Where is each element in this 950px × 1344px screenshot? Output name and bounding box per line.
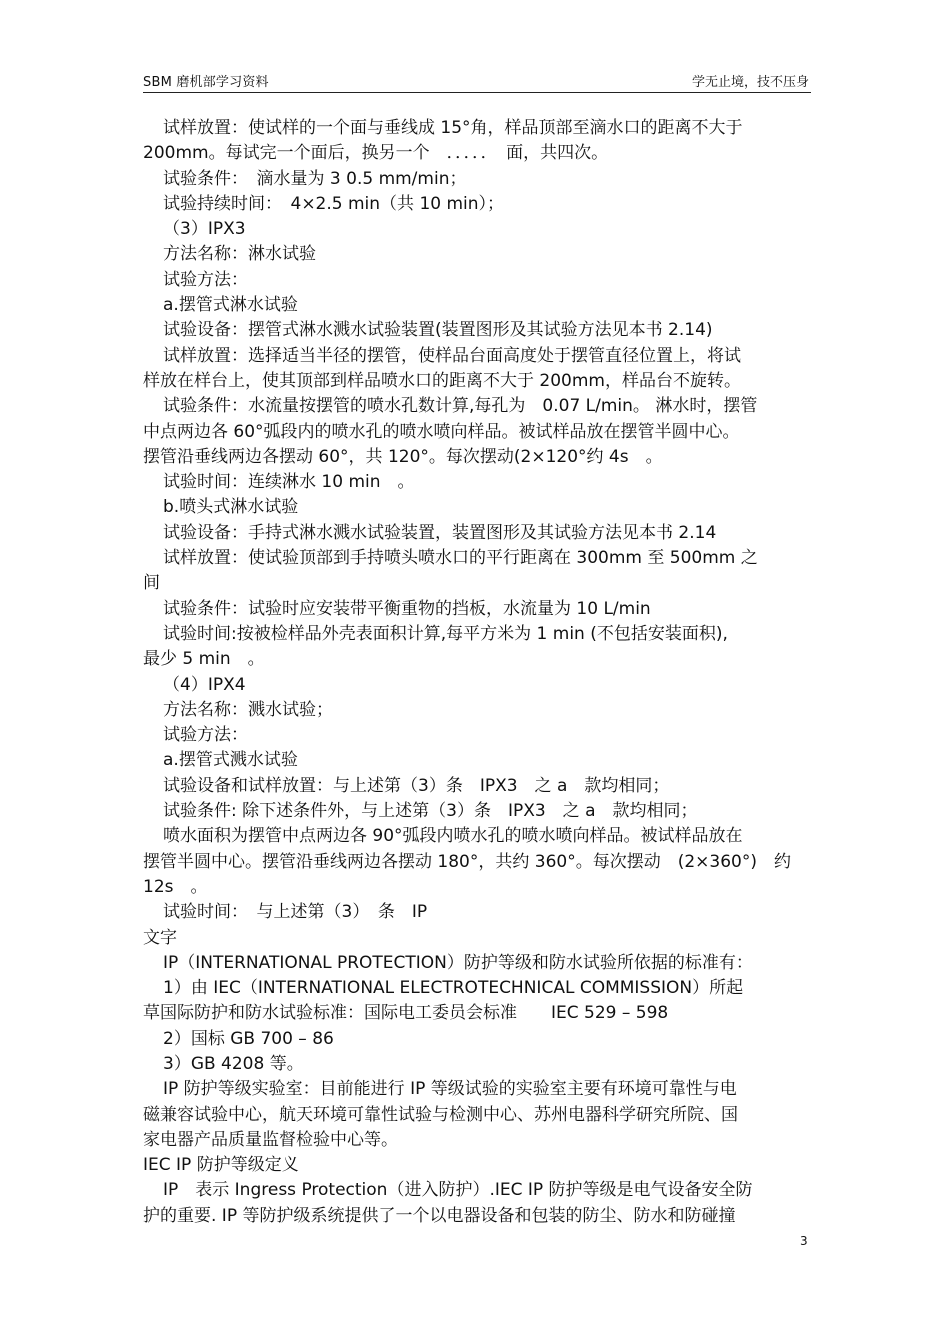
- body-line: 试验时间：连续淋水 10 min 。: [163, 472, 415, 493]
- header-left-text: SBM 磨机部学习资料: [143, 75, 269, 90]
- body-line: 方法名称：溅水试验；: [163, 699, 333, 720]
- body-line: 最少 5 min 。: [143, 649, 265, 670]
- body-line: IP 防护等级实验室：目前能进行 IP 等级试验的实验室主要有环境可靠性与电: [163, 1079, 737, 1100]
- body-line: 中点两边各 60°弧段内的喷水孔的喷水喷向样品。被试样品放在摆管半圆中心。: [143, 421, 740, 442]
- body-line: 试验条件： 滴水量为 3 0.5 mm/min；: [163, 168, 467, 189]
- header-right-text: 学无止境，技不压身: [691, 75, 809, 90]
- body-line: 磁兼容试验中心，航天环境可靠性试验与检测中心、苏州电器科学研究所院、国: [143, 1104, 738, 1125]
- body-line: 试验方法：: [163, 725, 248, 746]
- body-line: 2）国标 GB 700 – 86: [163, 1028, 334, 1049]
- body-line: 试验时间： 与上述第（3） 条 IP: [163, 902, 428, 923]
- page-number: 3: [800, 1234, 808, 1248]
- body-line: 试验设备：摆管式淋水溅水试验装置(装置图形及其试验方法见本书 2.14): [163, 320, 713, 341]
- body-line: 试样放置：使试样的一个面与垂线成 15°角，样品顶部至滴水口的距离不大于: [163, 118, 743, 138]
- body-line: 试样放置：使试验顶部到手持喷头喷水口的平行距离在 300mm 至 500mm 之: [163, 548, 758, 569]
- body-line: 试验条件: 除下述条件外，与上述第（3）条 IPX3 之 a 款均相同；: [163, 801, 698, 822]
- body-line: 试验持续时间： 4×2.5 min（共 10 min）；: [163, 193, 505, 214]
- body-line: 试验条件：水流量按摆管的喷水孔数计算,每孔为 0.07 L/min。 淋水时，摆管: [163, 396, 758, 417]
- body-line: 试验方法：: [163, 269, 248, 290]
- section-heading: IEC IP 防护等级定义: [143, 1155, 299, 1176]
- body-line: 3）GB 4208 等。: [163, 1053, 304, 1074]
- body-line: 草国际防护和防水试验标准：国际电工委员会标准 IEC 529 – 598: [143, 1003, 669, 1024]
- document-body: [143, 116, 815, 1229]
- body-line: 12s 。: [143, 876, 208, 897]
- body-line: a.摆管式淋水试验: [163, 295, 298, 316]
- body-line: 试验设备：手持式淋水溅水试验装置，装置图形及其试验方法见本书 2.14: [163, 522, 717, 543]
- body-line: （3）IPX3: [163, 219, 246, 240]
- body-line: 样放在样台上，使其顶部到样品喷水口的距离不大于 200mm，样品台不旋转。: [143, 370, 741, 391]
- body-line: 试验时间:按被检样品外壳表面积计算,每平方米为 1 min (不包括安装面积),: [163, 623, 728, 644]
- body-line: 家电器产品质量监督检验中心等。: [143, 1129, 398, 1150]
- body-line: 间: [143, 573, 160, 594]
- body-line: 试验条件：试验时应安装带平衡重物的挡板，水流量为 10 L/min: [163, 598, 651, 619]
- body-line: （4）IPX4: [163, 674, 246, 695]
- page-header: [143, 68, 811, 93]
- body-line: 摆管沿垂线两边各摆动 60°，共 120°。每次摆动(2×120°约 4s 。: [143, 446, 663, 467]
- body-line: b.喷头式淋水试验: [163, 497, 299, 518]
- body-line: 试验设备和试样放置：与上述第（3）条 IPX3 之 a 款均相同；: [163, 775, 670, 796]
- body-line: 护的重要. IP 等防护级系统提供了一个以电器设备和包装的防尘、防水和防碰撞: [143, 1205, 736, 1226]
- body-line: 方法名称：淋水试验: [163, 244, 316, 265]
- body-line: 喷水面积为摆管中点两边各 90°弧段内喷水孔的喷水喷向样品。被试样品放在: [163, 826, 743, 847]
- body-line: 1）由 IEC（INTERNATIONAL ELECTROTECHNICAL COMMISSION）所起: [163, 978, 744, 999]
- body-line: IP（INTERNATIONAL PROTECTION）防护等级和防水试验所依据的标准有：: [163, 952, 753, 973]
- body-line: IP 表示 Ingress Protection（进入防护）.IEC IP 防护等级是电气设备安全防: [163, 1180, 753, 1201]
- body-line: 文字: [143, 927, 177, 948]
- body-line: 摆管半圆中心。摆管沿垂线两边各摆动 180°，共约 360°。每次摆动 (2×360°) 约: [143, 851, 791, 872]
- body-line: a.摆管式溅水试验: [163, 750, 298, 771]
- body-line: 200mm。每试完一个面后，换另一个 ．．．．． 面，共四次。: [143, 143, 609, 164]
- body-line: 试样放置：选择适当半径的摆管，使样品台面高度处于摆管直径位置上，将试: [163, 345, 741, 366]
